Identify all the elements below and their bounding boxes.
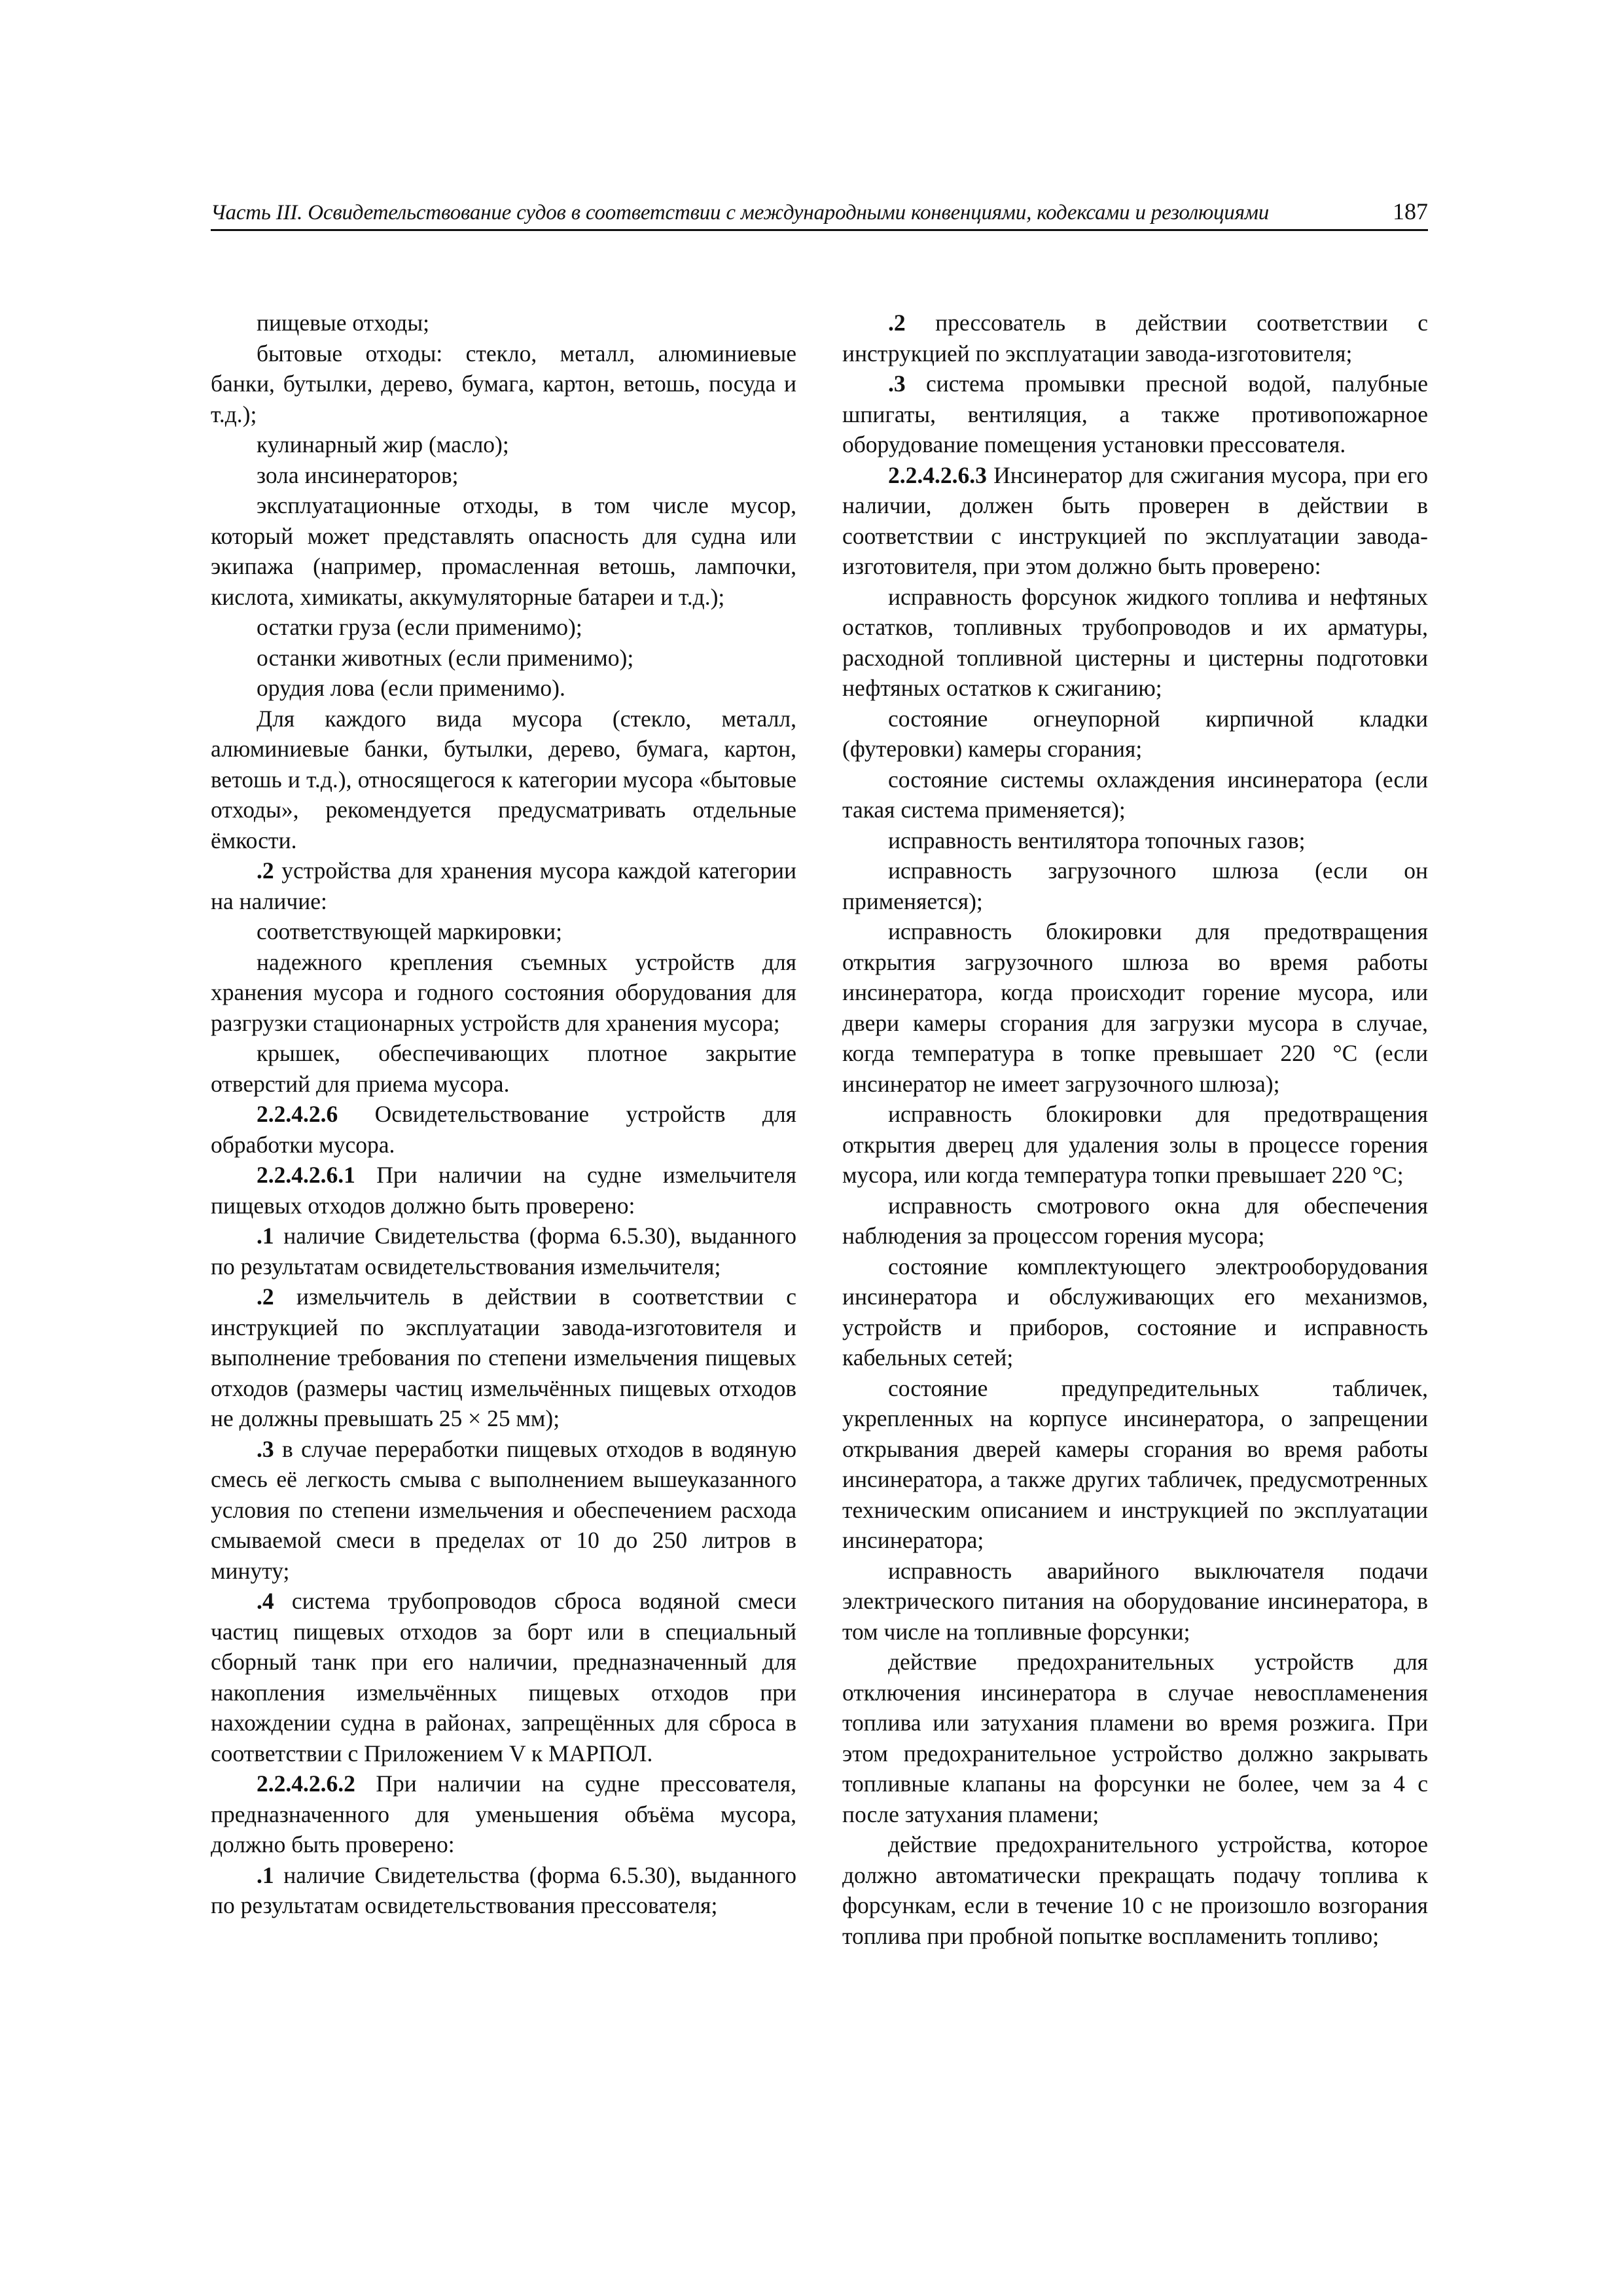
paragraph-text: наличие Свидетельства (форма 6.5.30), выданного по результатам освидетельствования прессователя;	[211, 1861, 796, 1918]
paragraph	[842, 368, 1428, 460]
paragraph	[842, 764, 1428, 825]
paragraph-text: исправность загрузочного шлюза (если он применяется);	[842, 857, 1428, 914]
paragraph-text: действие предохранительных устройств для отключения инсинератора в случае невоспламенения топлива или затухания пламени во время розжига. При этом предохранительное устройство должно закрывать топливные клапаны на форсунки не более, чем за 4 с после затухания пламени;	[842, 1649, 1428, 1827]
paragraph-text: действие предохранительного устройства, которое должно автоматически прекращать подачу топлива к форсункам, если в течение 10 с не произошло возгорания топлива при пробной попытке воспламенить топливо;	[842, 1831, 1428, 1949]
paragraph	[211, 1099, 796, 1160]
paragraph-text: бытовые отходы: стекло, металл, алюминиевые банки, бутылки, дерево, бумага, картон, ветошь, посуда и т.д.);	[211, 340, 796, 427]
paragraph-text: в случае переработки пищевых отходов в водяную смесь её легкость смыва с выполнением вышеуказанного условия по степени измельчения и обеспечением расхода смываемой смеси в пределах от 10 до 250 литров в минуту;	[211, 1435, 796, 1584]
paragraph	[211, 460, 796, 491]
paragraph	[211, 916, 796, 947]
paragraph-text: система промывки пресной водой, палубные шпигаты, вентиляция, а также противопожарное оборудование помещения установки прессователя.	[842, 370, 1428, 457]
paragraph-text: останки животных (если применимо);	[257, 644, 634, 671]
paragraph-text: крышек, обеспечивающих плотное закрытие отверстий для приема мусора.	[211, 1040, 796, 1097]
paragraph-text: Освидетельствование устройств для обработки мусора.	[211, 1101, 796, 1158]
clause-number: .3	[257, 1435, 274, 1462]
paragraph-text: Инсинератор для сжигания мусора, при его наличии, должен быть проверен в действии в соответствии с инструкцией по эксплуатации завода-изготовителя, при этом должно быть проверено:	[842, 461, 1428, 579]
paragraph-text: исправность форсунок жидкого топлива и нефтяных остатков, топливных трубопроводов и их арматуры, расходной топливной цистерны и цистерны подготовки нефтяных остатков к сжиганию;	[842, 583, 1428, 701]
clause-number: 2.2.4.2.6.2	[257, 1770, 355, 1797]
paragraph	[842, 1829, 1428, 1951]
clause-number: .4	[257, 1588, 274, 1614]
clause-number: .1	[257, 1223, 274, 1249]
paragraph-text: измельчитель в действии в соответствии с инструкцией по эксплуатации завода-изготовителя и выполнение требования по степени измельчения пищевых отходов (размеры частиц измельчённых пищевых отходов не должны превышать 25 × 25 мм);	[211, 1283, 796, 1431]
paragraph-text: исправность смотрового окна для обеспечения наблюдения за процессом горения мусора;	[842, 1192, 1428, 1249]
paragraph-text: прессователь в действии соответствии с инструкцией по эксплуатации завода-изготовителя;	[842, 310, 1428, 367]
paragraph	[211, 1434, 796, 1587]
paragraph	[211, 1038, 796, 1099]
paragraph	[842, 1556, 1428, 1647]
paragraph-text: исправность блокировки для предотвращения открытия дверец для удаления золы в процессе горения мусора, или когда температура топки превышает 220 °C;	[842, 1101, 1428, 1188]
paragraph-text: система трубопроводов сброса водяной смеси частиц пищевых отходов за борт или в специальный сборный танк при его наличии, предназначенный для накопления измельчённых пищевых отходов при нахождении судна в районах, запрещённых для сброса в соответствии с Приложением V к МАРПОЛ.	[211, 1588, 796, 1767]
paragraph-text: кулинарный жир (масло);	[257, 431, 509, 457]
paragraph-text: Для каждого вида мусора (стекло, металл, алюминиевые банки, бутылки, дерево, бумага, картон, ветошь и т.д.), относящегося к категории мусора «бытовые отходы», рекомендуется предусматривать отдельные ёмкости.	[211, 705, 796, 853]
clause-number: .2	[888, 310, 906, 336]
paragraph	[842, 1373, 1428, 1556]
clause-number: .2	[257, 857, 274, 884]
paragraph-text: исправность вентилятора топочных газов;	[888, 827, 1306, 853]
paragraph	[211, 1768, 796, 1860]
header-title: Часть III. Освидетельствование судов в соответствии с международными конвенциями, кодексами и резолюциями	[211, 201, 1269, 224]
paragraph	[211, 308, 796, 338]
paragraph-text: остатки груза (если применимо);	[257, 614, 582, 640]
paragraph	[211, 643, 796, 673]
paragraph	[842, 704, 1428, 764]
clause-number: .2	[257, 1283, 274, 1310]
paragraph-text: устройства для хранения мусора каждой категории на наличие:	[211, 857, 796, 914]
paragraph	[211, 1860, 796, 1921]
paragraph	[211, 490, 796, 612]
paragraph	[211, 855, 796, 916]
paragraph-text: При наличии на судне измельчителя пищевых отходов должно быть проверено:	[211, 1162, 796, 1219]
paragraph-text: орудия лова (если применимо).	[257, 675, 565, 701]
paragraph	[211, 673, 796, 704]
paragraph-text: состояние комплектующего электрооборудования инсинератора и обслуживающих его механизмов, устройств и приборов, состояние и исправность кабельных сетей;	[842, 1253, 1428, 1371]
clause-number: 2.2.4.2.6	[257, 1101, 338, 1127]
paragraph-text: пищевые отходы;	[257, 310, 430, 336]
paragraph-text: надежного крепления съемных устройств для хранения мусора и годного состояния оборудования для разгрузки стационарных устройств для хранения мусора;	[211, 948, 796, 1036]
paragraph	[211, 429, 796, 460]
paragraph	[211, 704, 796, 856]
paragraph	[842, 1191, 1428, 1251]
right-column	[842, 308, 1428, 1951]
clause-number: 2.2.4.2.6.1	[257, 1162, 355, 1188]
paragraph	[211, 1160, 796, 1221]
paragraph-text: исправность блокировки для предотвращения открытия загрузочного шлюза во время работы инсинератора, когда происходит горение мусора, или двери камеры сгорания для загрузки мусора в случае, когда температура в топке превышает 220 °C (если инсинератор не имеет загрузочного шлюза);	[842, 918, 1428, 1097]
paragraph-text: состояние предупредительных табличек, укрепленных на корпусе инсинератора, о запрещении открывания дверей камеры сгорания во время работы инсинератора, а также других табличек, предусмотренных техническим описанием и инструкцией по эксплуатации инсинератора;	[842, 1374, 1428, 1553]
clause-number: .1	[257, 1861, 274, 1888]
page-number: 187	[1393, 198, 1428, 224]
clause-number: .3	[888, 370, 906, 397]
paragraph	[211, 612, 796, 643]
paragraph	[842, 1099, 1428, 1191]
paragraph-text: эксплуатационные отходы, в том числе мусор, который может представлять опасность для судна или экипажа (например, промасленная ветошь, лампочки, кислота, химикаты, аккумуляторные батареи и т.д.);	[211, 492, 796, 610]
paragraph	[842, 1647, 1428, 1829]
paragraph-text: исправность аварийного выключателя подачи электрического питания на оборудование инсинератора, в том числе на топливные форсунки;	[842, 1557, 1428, 1645]
paragraph-text: При наличии на судне прессователя, предназначенного для уменьшения объёма мусора, должно быть проверено:	[211, 1770, 796, 1857]
paragraph	[842, 1251, 1428, 1373]
paragraph-text: состояние огнеупорной кирпичной кладки (футеровки) камеры сгорания;	[842, 705, 1428, 762]
paragraph	[842, 582, 1428, 704]
running-header	[211, 196, 1428, 231]
paragraph-text: состояние системы охлаждения инсинератора (если такая система применяется);	[842, 766, 1428, 823]
paragraph-text: наличие Свидетельства (форма 6.5.30), выданного по результатам освидетельствования измельчителя;	[211, 1223, 796, 1280]
paragraph	[211, 338, 796, 430]
left-column	[211, 308, 796, 1921]
paragraph	[842, 855, 1428, 916]
paragraph-text: зола инсинераторов;	[257, 461, 459, 488]
paragraph	[842, 308, 1428, 368]
paragraph	[842, 916, 1428, 1099]
paragraph-text: соответствующей маркировки;	[257, 918, 562, 944]
clause-number: 2.2.4.2.6.3	[888, 461, 987, 488]
paragraph	[211, 1586, 796, 1768]
paragraph	[842, 825, 1428, 856]
paragraph	[211, 947, 796, 1039]
paragraph	[211, 1221, 796, 1282]
paragraph	[211, 1282, 796, 1434]
paragraph	[842, 460, 1428, 582]
